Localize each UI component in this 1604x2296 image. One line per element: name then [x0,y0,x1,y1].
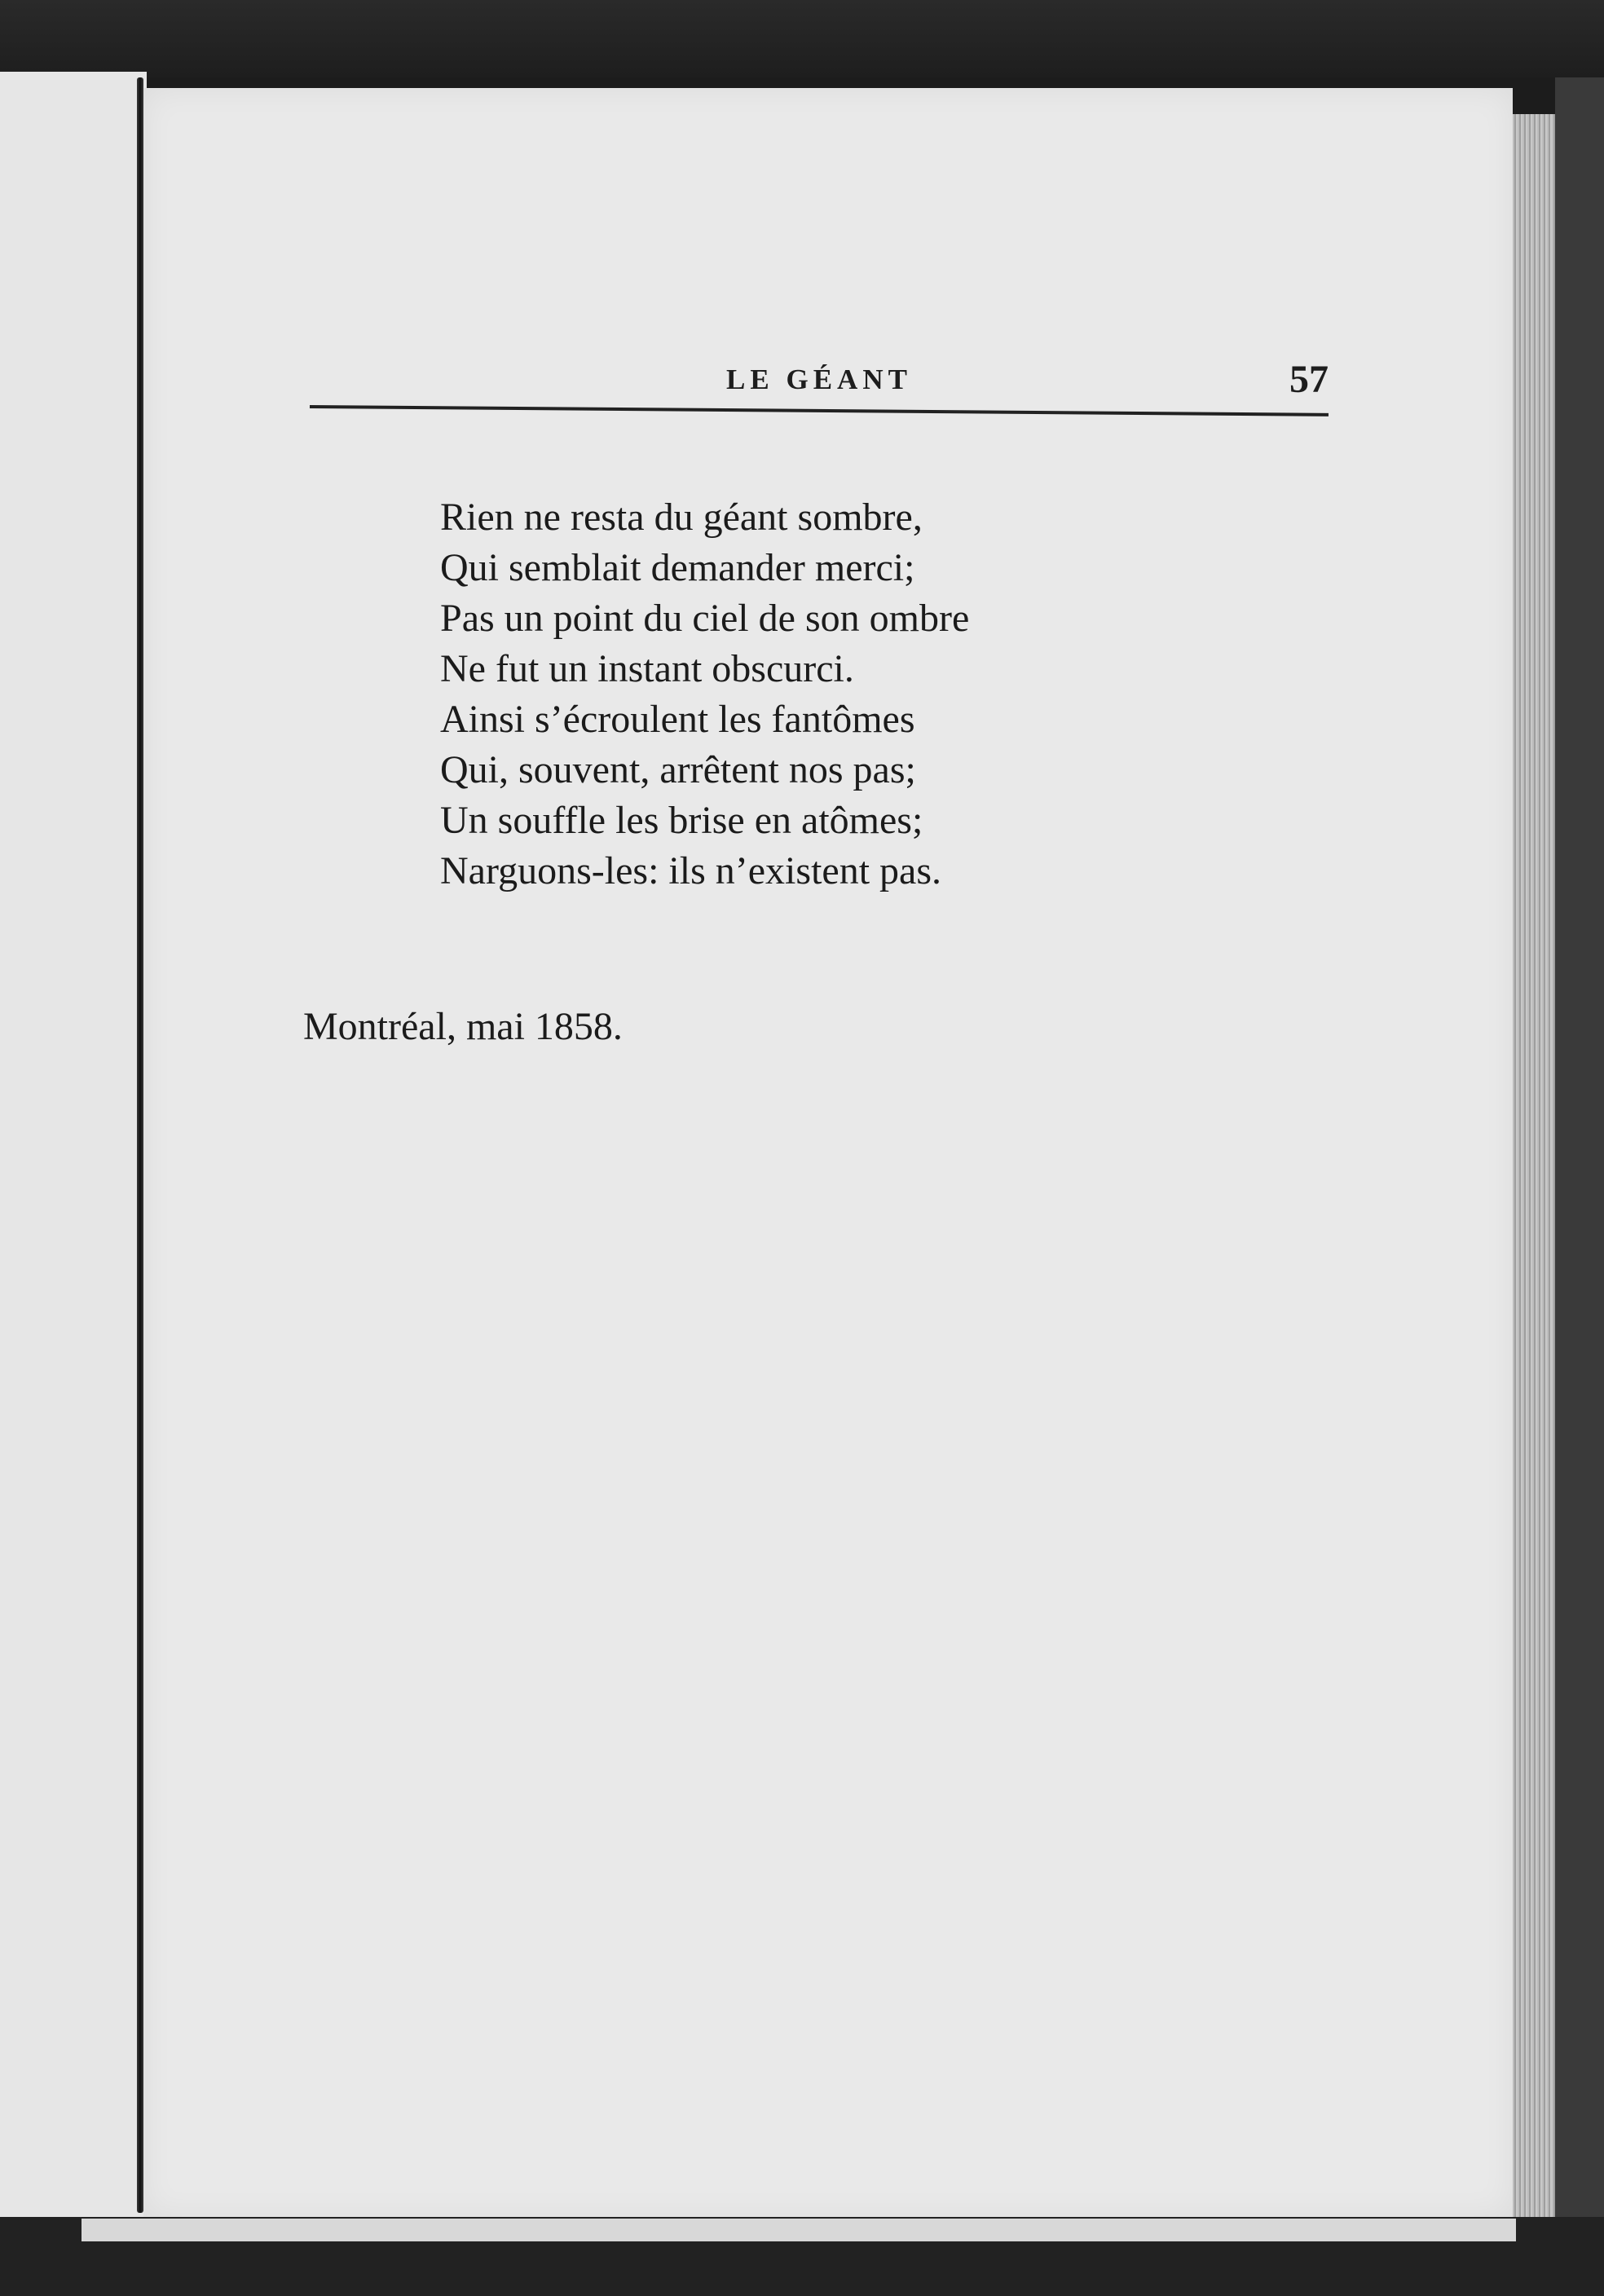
poem-line: Rien ne resta du géant sombre, [440,496,923,539]
poem-line: Qui semblait demander merci; [440,546,915,589]
poem-line: Narguons-les: ils n’existent pas. [440,849,942,892]
poem-line: Ne fut un instant obscurci. [440,647,854,690]
poem-stanza [440,492,969,897]
bottom-sheet-edge [82,2219,1516,2241]
facing-page-edge [0,72,147,2236]
running-title: LE GÉANT [726,364,912,395]
book-cover-board [1555,77,1604,2296]
page-block-edge [1513,114,1555,2233]
dateline: Montréal, mai 1858. [303,1005,623,1048]
scan-top-border [0,0,1604,77]
page-number: 57 [1289,358,1329,401]
poem-line: Pas un point du ciel de son ombre [440,597,970,640]
poem-line: Un souffle les brise en atômes; [440,799,923,842]
gutter-line [137,77,143,2213]
poem-line: Ainsi s’écroulent les fantômes [440,698,915,741]
poem-line: Qui, souvent, arrêtent nos pas; [440,748,916,791]
